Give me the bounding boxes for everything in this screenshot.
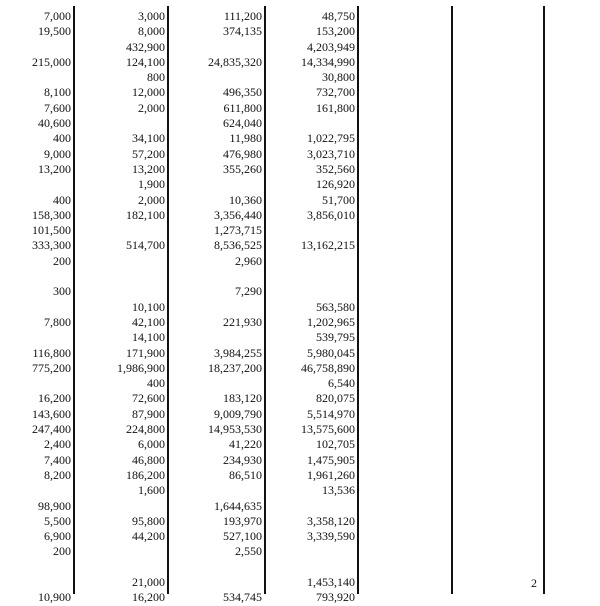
table-row [0, 376, 600, 391]
table-cell: 87,900 [132, 406, 165, 421]
table-cell: 153,200 [316, 24, 355, 39]
table-cell: 1,900 [138, 177, 165, 192]
table-row [0, 361, 600, 376]
table-cell: 732,700 [316, 85, 355, 100]
table-cell: 143,600 [32, 406, 71, 421]
table-cell: 14,334,990 [301, 54, 355, 69]
table-row [0, 575, 600, 590]
table-cell: 101,500 [32, 223, 71, 238]
table-row [0, 453, 600, 468]
table-row [0, 346, 600, 361]
table-row [0, 238, 600, 253]
table-cell: 534,745 [223, 590, 262, 605]
table-cell: 8,000 [138, 24, 165, 39]
table-row [0, 177, 600, 192]
table-cell: 2,400 [44, 437, 71, 452]
table-cell: 6,540 [328, 376, 355, 391]
table-row [0, 131, 600, 146]
table-row [0, 437, 600, 452]
table-row [0, 514, 600, 529]
table-row [0, 391, 600, 406]
table-row [0, 223, 600, 238]
table-cell: 6,900 [44, 529, 71, 544]
page-number: 2 [531, 576, 537, 590]
table-cell: 8,100 [44, 85, 71, 100]
table-row [0, 85, 600, 100]
table-cell: 7,800 [44, 314, 71, 329]
table-row [0, 162, 600, 177]
table-cell: 13,536 [322, 483, 355, 498]
table-cell: 12,000 [132, 85, 165, 100]
table-cell: 111,200 [223, 9, 262, 23]
table-cell: 16,200 [132, 590, 165, 605]
table-cell: 514,700 [126, 238, 165, 253]
table-cell: 48,750 [322, 9, 355, 23]
table-cell: 234,930 [223, 452, 262, 467]
table-cell: 200 [53, 544, 71, 559]
table-cell: 13,200 [132, 161, 165, 176]
table-cell: 775,200 [32, 360, 71, 375]
table-cell: 2,550 [235, 544, 262, 559]
table-cell: 40,600 [38, 116, 71, 131]
table-row [0, 101, 600, 116]
table-cell: 2,000 [138, 192, 165, 207]
table-cell: 9,000 [44, 146, 71, 161]
table-cell: 2,000 [138, 100, 165, 115]
table-cell: 400 [53, 192, 71, 207]
table-cell: 539,795 [316, 330, 355, 345]
table-cell: 3,356,440 [214, 207, 262, 222]
table-cell: 8,200 [44, 467, 71, 482]
table-cell: 124,100 [126, 54, 165, 69]
table-cell: 5,980,045 [307, 345, 355, 360]
table-row [0, 407, 600, 422]
table-cell: 7,290 [235, 284, 262, 299]
table-row [0, 193, 600, 208]
table-cell: 1,202,965 [307, 314, 355, 329]
table-row [0, 529, 600, 544]
table-cell: 527,100 [223, 529, 262, 544]
table-cell: 16,200 [38, 391, 71, 406]
table-cell: 14,100 [132, 330, 165, 345]
table-row [0, 544, 600, 559]
table-cell: 1,986,900 [117, 360, 165, 375]
table-cell: 13,200 [38, 161, 71, 176]
table-cell: 19,500 [38, 24, 71, 39]
table-cell: 95,800 [132, 513, 165, 528]
table-cell: 333,300 [32, 238, 71, 253]
table-cell: 34,100 [132, 131, 165, 146]
table-cell: 42,100 [132, 314, 165, 329]
table-row [0, 208, 600, 223]
table-cell: 10,100 [132, 299, 165, 314]
table-cell: 1,600 [138, 483, 165, 498]
table-cell: 1,022,795 [307, 131, 355, 146]
table-cell: 7,400 [44, 452, 71, 467]
table-cell: 6,000 [138, 437, 165, 452]
table-cell: 2,960 [235, 253, 262, 268]
table-cell: 10,360 [229, 192, 262, 207]
table-row [0, 269, 600, 284]
table-cell: 4,203,949 [307, 39, 355, 54]
table-cell: 3,000 [138, 9, 165, 23]
table-cell: 224,800 [126, 422, 165, 437]
table-cell: 1,644,635 [214, 498, 262, 513]
table-cell: 496,350 [223, 85, 262, 100]
table-cell: 352,560 [316, 161, 355, 176]
table-row [0, 483, 600, 498]
table-cell: 300 [53, 284, 71, 299]
table-cell: 13,575,600 [301, 422, 355, 437]
table-cell: 193,970 [223, 513, 262, 528]
table-row [0, 300, 600, 315]
table-cell: 21,000 [132, 574, 165, 589]
table-row [0, 560, 600, 575]
table-row [0, 40, 600, 55]
table-cell: 3,023,710 [307, 146, 355, 161]
table-cell: 3,984,255 [214, 345, 262, 360]
table-cell: 186,200 [126, 467, 165, 482]
table-cell: 3,856,010 [307, 207, 355, 222]
table-cell: 1,273,715 [214, 223, 262, 238]
table-cell: 171,900 [126, 345, 165, 360]
table-cell: 800 [147, 70, 165, 85]
table-cell: 3,339,590 [307, 529, 355, 544]
table-cell: 126,920 [316, 177, 355, 192]
table-cell: 102,705 [316, 437, 355, 452]
table-row [0, 330, 600, 345]
table-cell: 8,536,525 [214, 238, 262, 253]
table-cell: 30,800 [322, 70, 355, 85]
table-cell: 247,400 [32, 422, 71, 437]
table-cell: 432,900 [126, 39, 165, 54]
table-cell: 215,000 [32, 54, 71, 69]
table-cell: 10,900 [38, 590, 71, 605]
table-row [0, 9, 600, 24]
table-cell: 200 [53, 253, 71, 268]
table-cell: 400 [53, 131, 71, 146]
table-row [0, 284, 600, 299]
data-table [0, 9, 600, 606]
table-row [0, 55, 600, 70]
table-cell: 51,700 [322, 192, 355, 207]
table-row [0, 254, 600, 269]
table-cell: 374,135 [223, 24, 262, 39]
table-cell: 86,510 [229, 467, 262, 482]
table-cell: 13,162,215 [301, 238, 355, 253]
table-cell: 183,120 [223, 391, 262, 406]
table-cell: 116,800 [32, 345, 71, 360]
table-row [0, 468, 600, 483]
table-cell: 158,300 [32, 207, 71, 222]
table-row [0, 147, 600, 162]
table-cell: 793,920 [316, 590, 355, 605]
table-cell: 182,100 [126, 207, 165, 222]
table-cell: 1,475,905 [307, 452, 355, 467]
table-cell: 563,580 [316, 299, 355, 314]
table-cell: 44,200 [132, 529, 165, 544]
table-cell: 7,000 [44, 9, 71, 23]
table-row [0, 116, 600, 131]
table-cell: 46,758,890 [301, 360, 355, 375]
table-row [0, 24, 600, 39]
table-cell: 1,961,260 [307, 467, 355, 482]
table-cell: 3,358,120 [307, 513, 355, 528]
table-cell: 611,800 [223, 100, 262, 115]
table-cell: 41,220 [229, 437, 262, 452]
table-cell: 98,900 [38, 498, 71, 513]
table-cell: 161,800 [316, 100, 355, 115]
table-cell: 1,453,140 [307, 574, 355, 589]
table-row [0, 315, 600, 330]
table-cell: 11,980 [229, 131, 262, 146]
table-cell: 7,600 [44, 100, 71, 115]
table-cell: 400 [147, 376, 165, 391]
table-cell: 24,835,320 [208, 54, 262, 69]
table-cell: 14,953,530 [208, 422, 262, 437]
table-row [0, 70, 600, 85]
table-cell: 46,800 [132, 452, 165, 467]
table-cell: 355,260 [223, 161, 262, 176]
table-cell: 5,500 [44, 513, 71, 528]
table-cell: 72,600 [132, 391, 165, 406]
table-cell: 9,009,790 [214, 406, 262, 421]
table-cell: 476,980 [223, 146, 262, 161]
table-cell: 221,930 [223, 314, 262, 329]
table-row [0, 422, 600, 437]
table-cell: 18,237,200 [208, 360, 262, 375]
table-cell: 57,200 [132, 146, 165, 161]
table-cell: 5,514,970 [307, 406, 355, 421]
table-row [0, 499, 600, 514]
table-cell: 820,075 [316, 391, 355, 406]
table-cell: 624,040 [223, 116, 262, 131]
table-row [0, 590, 600, 605]
